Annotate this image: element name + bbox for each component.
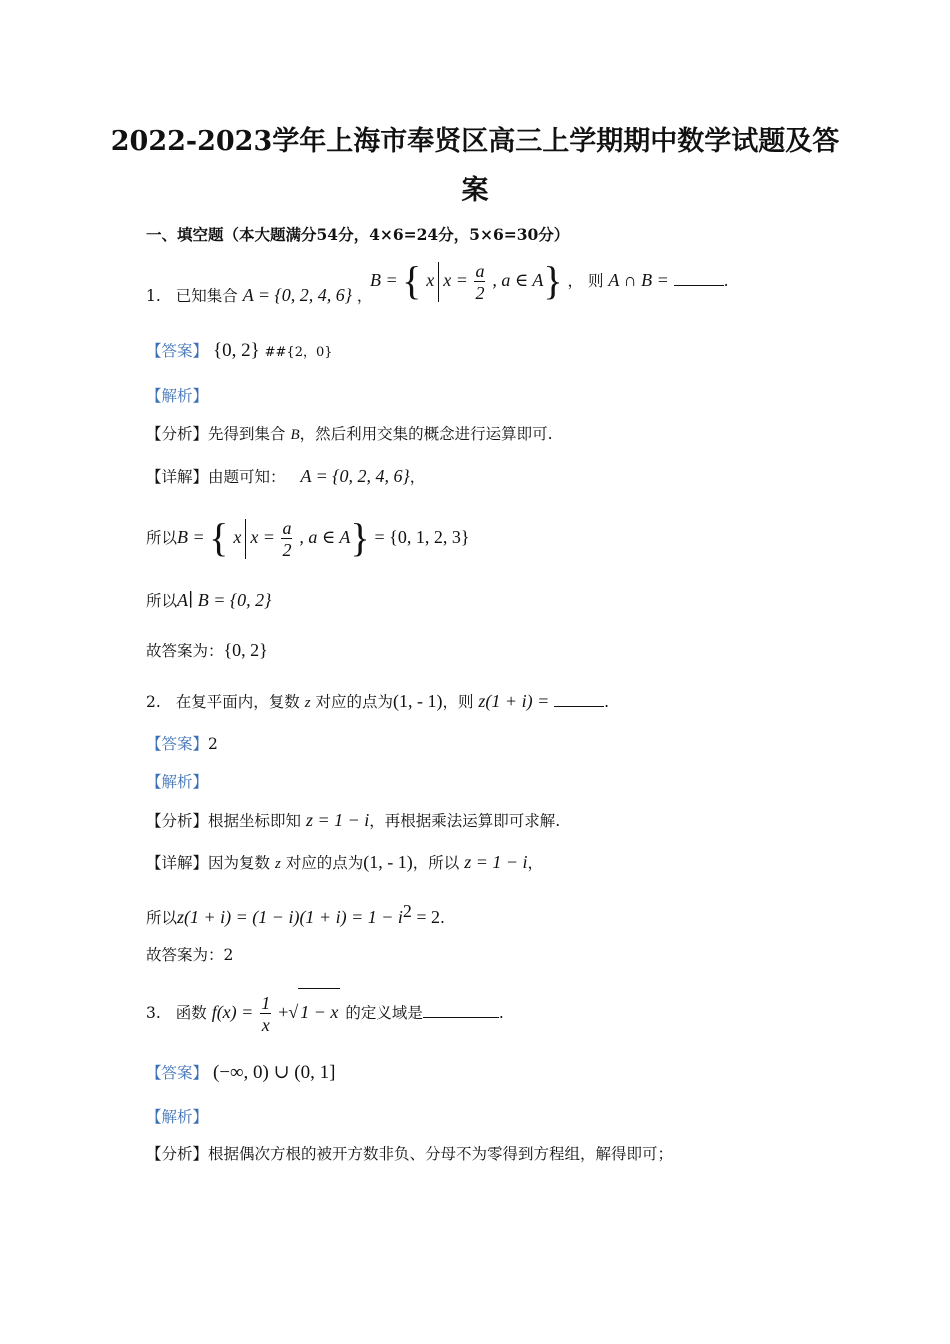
question-number: 3. [146,1004,161,1022]
brace-open: { [209,515,229,560]
punct: ， [409,468,426,486]
set-b-tail: , a ∈ A [492,270,544,290]
q2-derivation [146,898,445,931]
punct: ， [527,854,544,872]
xiangjie-text: ，所以 [412,854,460,872]
q1-fenxi [146,421,553,448]
fraction-denominator: 2 [282,539,292,560]
answer-label: 【答案】 [146,342,209,360]
derivation-result: = {0, 1, 2, 3} [374,527,470,547]
set-b-left: B = [177,527,210,547]
brace-close: } [543,258,563,303]
sqrt-body: 1 − x [298,988,340,1035]
set-b-var: x [426,270,435,290]
fraction-numerator: a [282,517,292,538]
answer-value: {0, 2} [212,340,260,361]
answer-alt: ##{2，0} [264,345,333,360]
punct: ， [567,272,584,290]
plus-sign: + [278,1002,289,1022]
fenxi-text: ，然后利用交集的概念进行运算即可. [299,425,553,443]
fenxi-label: 【分析】 [146,425,209,443]
final-label: 故答案为：2 [146,946,234,964]
fraction-numerator: a [475,260,485,281]
set-a-formula: A = {0, 2, 4, 6} [242,285,352,305]
q3-answer-line [146,1060,335,1086]
set-divider [438,262,439,302]
fraction-denominator: 2 [475,282,485,303]
sqrt-symbol: √ [288,1002,299,1022]
q1-final [146,637,268,664]
derivation-prefix: 所以 [146,592,178,610]
question-text: ，则 [442,693,474,711]
derivation-tail: = 2 [411,907,441,928]
fraction [260,993,271,1036]
fenxi-text: 先得到集合 [208,425,286,443]
q3-fenxi [146,1141,673,1167]
fenxi-text: 根据偶次方根的被开方数非负、分母不为零得到方程组，解得即可； [208,1145,674,1163]
q2-answer-line [146,731,218,757]
q3-jiexi [146,1104,208,1130]
xiangjie-text: 对应的点为 [285,854,364,872]
derivation-formula: z(1 + i) = (1 − i)(1 + i) = 1 − i [177,907,403,928]
answer-blank [423,1003,499,1018]
section-heading: 一、填空题（本大题满分54分，4×6=24分，5×6=30分） [146,225,570,244]
question-text: 在复平面内，复数 [175,693,300,711]
fenxi-label: 【分析】 [146,1145,209,1163]
fenxi-text: ，再根据乘法运算即可求解. [369,812,561,830]
q2-final [146,942,233,968]
point-formula: (1, - 1) [392,691,443,711]
fraction [474,261,485,304]
brace-close: } [350,515,370,560]
q1-xiangjie [146,463,425,490]
punct: . [440,909,445,928]
jiexi-label: 【解析】 [146,773,209,791]
fraction-denominator: x [261,1014,270,1035]
derivation-prefix: 所以 [146,909,178,928]
set-b-tail: , a ∈ A [299,527,351,547]
set-b-cond: x = [443,270,473,290]
answer-value: (−∞, 0) ∪ (0, 1] [212,1062,336,1083]
question-text: 则 [587,272,604,290]
derivation-formula: A∣ B = {0, 2} [177,590,272,610]
xiangjie-formula: z = 1 − i [464,852,528,872]
q1-derivation-b [146,514,469,561]
final-label: 故答案为： [146,642,224,660]
xiangjie-formula: A = {0, 2, 4, 6} [300,466,410,486]
intersection-expr: A ∩ B = [608,270,669,290]
xiangjie-label: 【详解】 [146,854,209,872]
derivation-prefix: 所以 [146,529,178,547]
xiangjie-text: 因为复数 [208,854,271,872]
question-text: 的定义域是 [345,1004,423,1022]
q2-fenxi [146,807,560,834]
fenxi-formula: z = 1 − i [305,810,370,830]
question-3 [146,988,504,1036]
xiangjie-label: 【详解】 [146,468,209,486]
q1-derivation-c [146,587,271,614]
question-1 [146,282,372,309]
question-text: 函数 [175,1004,207,1022]
answer-label: 【答案】 [146,1064,209,1082]
jiexi-label: 【解析】 [146,1108,209,1126]
answer-blank [674,271,724,286]
set-b-cond: x = [250,527,280,547]
fraction-numerator: 1 [261,992,271,1013]
punct: ， [356,287,373,305]
set-b-formula [370,260,729,304]
point-formula: (1, - 1) [363,852,413,872]
question-text: 已知集合 [175,287,238,305]
set-b-left: B = [370,270,403,290]
final-value: {0, 2} [223,640,268,660]
document-title: 2022-2023学年上海市奉贤区高三上学期期中数学试题及答 [110,126,840,157]
q1-jiexi [146,383,208,409]
fraction [281,518,292,561]
answer-value: 2 [208,735,218,753]
brace-open: { [402,258,422,303]
punct: . [723,272,729,290]
q2-jiexi [146,769,208,795]
jiexi-label: 【解析】 [146,387,209,405]
expr-formula: z(1 + i) = [478,691,550,711]
answer-blank [554,692,604,707]
punct: . [498,1004,504,1022]
question-number: 1. [146,287,161,305]
var-z: z [304,695,311,711]
set-divider [245,519,246,559]
punct: . [604,693,610,711]
var-z: z [274,856,281,872]
answer-label: 【答案】 [146,735,209,753]
fenxi-var: B [290,427,300,443]
q1-answer-line [146,338,333,366]
question-number: 2. [146,693,161,711]
set-b-var: x [233,527,242,547]
question-text: 对应的点为 [315,693,393,711]
fenxi-label: 【分析】 [146,812,209,830]
document-title-continued: 案 [461,175,489,206]
xiangjie-text: 由题可知： [208,468,286,486]
q2-xiangjie [146,849,543,877]
superscript: 2 [402,901,412,921]
fenxi-text: 根据坐标即知 [208,812,302,830]
function-lhs: f(x) = [211,1002,254,1022]
question-2 [146,688,609,716]
